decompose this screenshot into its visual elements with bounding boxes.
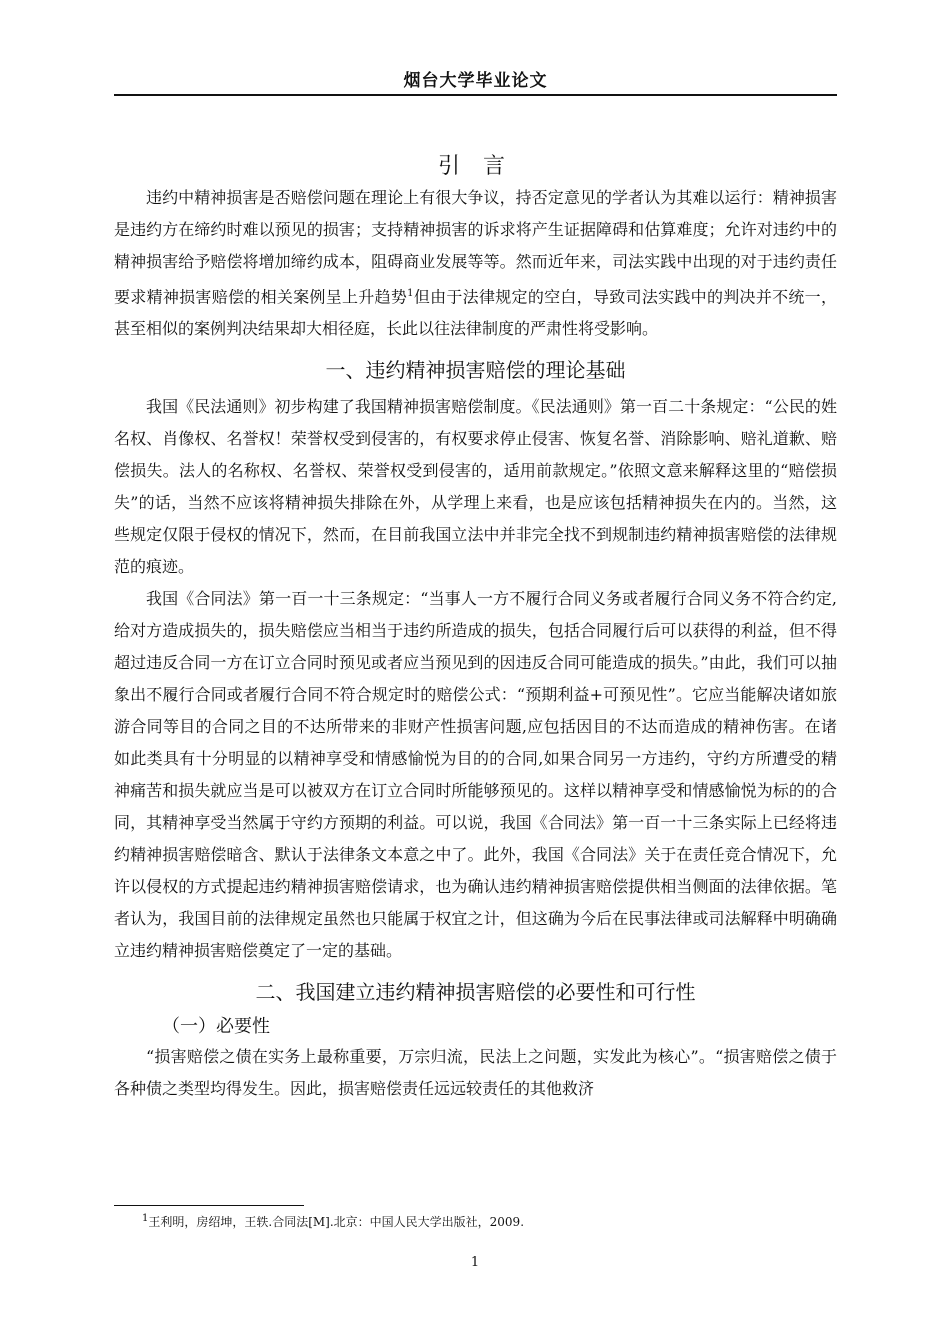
footnote-ref[interactable]: 1 [407, 288, 414, 299]
intro-paragraph [114, 182, 837, 345]
running-header-title: 烟台大学毕业论文 [403, 71, 548, 91]
footnote-rule [114, 1205, 304, 1206]
subsection-necessity-heading: （一）必要性 [162, 1016, 270, 1038]
header-rule [114, 94, 837, 96]
intro-text: 违约中精神损害是否赔偿问题在理论上有很大争议，持否定意见的学者认为其难以运行：精神损害是违约方在缔约时难以预见的损害；支持精神损害的诉求将产生证据障碍和估算难度；允许对违约中的精神损害给予赔偿将增加缔约成本，阻碍商业发展等等。然而近年来，司法实践中出现的对于违约责任要求精神损害赔偿的相关案例呈上升趋势 [114, 188, 837, 307]
footnote-mark: 1 [142, 1213, 149, 1224]
section-1-paragraph-1: 我国《民法通则》初步构建了我国精神损害赔偿制度。《民法通则》第一百二十条规定：“公民的姓名权、肖像权、名誉权！荣誉权受到侵害的，有权要求停止侵害、恢复名誉、消除影响、赔礼道歉、赔偿损失。法人的名称权、名誉权、荣誉权受到侵害的，适用前款规定。”依照文意来解释这里的“赔偿损失”的话，当然不应该将精神损失排除在外，从学理上来看，也是应该包括精神损失在内的。当然，这些规定仅限于侵权的情况下，然而，在目前我国立法中并非完全找不到规制违约精神损害赔偿的法律规范的痕迹。 [114, 397, 837, 577]
section-1-heading: 一、违约精神损害赔偿的理论基础 [325, 358, 626, 383]
section-2-paragraph-1: “损害赔偿之债在实务上最称重要，万宗归流，民法上之问题，实发此为核心”。“损害赔偿之债于各种债之类型均得发生。因此，损害赔偿责任远远较责任的其他救济 [114, 1047, 837, 1099]
page-body [114, 152, 837, 1105]
footnote [142, 1213, 524, 1230]
intro-title: 引 言 [438, 154, 513, 179]
page-number: 1 [470, 1255, 480, 1270]
footnote-text: 王利明，房绍坤，王轶.合同法[M].北京：中国人民大学出版社，2009. [148, 1215, 525, 1229]
section-2-heading: 二、我国建立违约精神损害赔偿的必要性和可行性 [255, 980, 696, 1005]
intro-text-tail: 但由于法律规定的空白，导致司法实践中的判决并不统一，甚至相似的案例判决结果却大相径庭，长此以往法律制度的严肃性将受影响。 [114, 287, 837, 339]
section-1-paragraph-2: 我国《合同法》第一百一十三条规定：“当事人一方不履行合同义务或者履行合同义务不符合约定,给对方造成损失的，损失赔偿应当相当于违约所造成的损失，包括合同履行后可以获得的利益，但不得超过违反合同一方在订立合同时预见或者应当预见到的因违反合同可能造成的损失。”由此，我们可以抽象出不履行合同或者履行合同不符合规定时的赔偿公式：“预期利益+可预见性”。它应当能解决诸如旅游合同等目的合同之目的不达所带来的非财产性损害问题,应包括因目的不达而造成的精神伤害。在诸如此类具有十分明显的以精神享受和情感愉悦为目的的合同,如果合同另一方违约，守约方所遭受的精神痛苦和损失就应当是可以被双方在订立合同时所能够预见的。这样以精神享受和情感愉悦为标的的合同，其精神享受当然属于守约方预期的利益。可以说，我国《合同法》第一百一十三条实际上已经将违约精神损害赔偿暗含、默认于法律条文本意之中了。此外，我国《合同法》关于在责任竞合情况下，允许以侵权的方式提起违约精神损害赔偿请求，也为确认违约精神损害赔偿提供相当侧面的法律依据。笔者认为，我国目前的法律规定虽然也只能属于权宜之计，但这确为今后在民事法律或司法解释中明确确立违约精神损害赔偿奠定了一定的基础。 [114, 589, 837, 961]
